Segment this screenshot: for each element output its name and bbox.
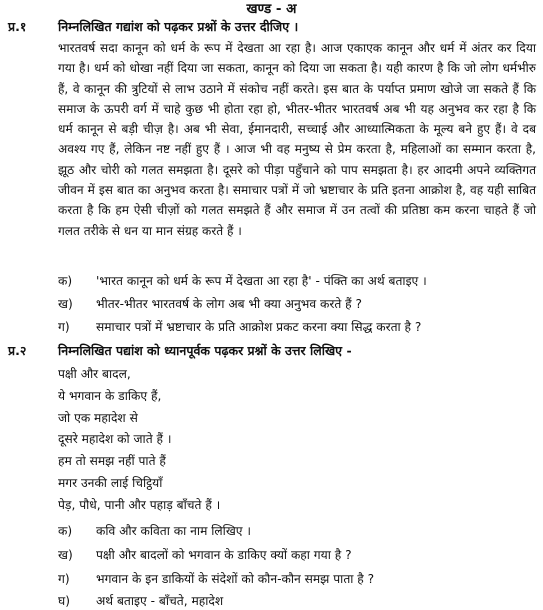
q1-passage: भारतवर्ष सदा कानून को धर्म के रूप में देखता आ रहा है। आज एकाएक कानून और धर्म में अंतर कर दिया गया है। धर्म को धोखा नहीं दिया जा सकता, कानून को दिया जा सकता है। यही कारण है कि जो लोग धर्मभीरु हैं, वे कानून की त्रुटियों से लाभ उठाने में संकोच नहीं करते। इस बात के पर्याप्त प्रमाण खोजे जा सकते हैं कि समाज के ऊपरी वर्ग में चाहे कुछ भी होता रहा हो, भीतर-भीतर भारतवर्ष अब भी यह अनुभव कर रहा है कि धर्म कानून से बड़ी चीज़ है। अब भी सेवा, ईमानदारी, सच्चाई और आध्यात्मिकता के मूल्य बने हुए हैं। वे दब अवश्य गए हैं, लेकिन नष्ट नहीं हुए हैं । आज भी वह मनुष्य से प्रेम करता है, महिलाओं का सम्मान करता है, झूठ और चोरी को गलत समझता है। दूसरे को पीड़ा पहुँचाने को पाप समझता है। हर आदमी अपने व्यक्तिगत जीवन में इस बात का अनुभव करता है। समाचार पत्रों में जो भ्रष्टाचार के प्रति इतना आक्रोश है, वह यही साबित करता है कि हम ऐसी चीज़ों को गलत समझते हैं और समाज में उन तत्वों की प्रतिष्ठा कम करना चाहते हैं जो गलत तरीके से धन या मान संग्रह करते हैं । bbox=[58, 41, 536, 238]
subquestion-text: 'भारत कानून को धर्म के रूप में देखता आ रहा है' - पंक्ति का अर्थ बताइए । bbox=[96, 274, 427, 288]
subquestion-text: कवि और कविता का नाम लिखिए । bbox=[96, 524, 252, 538]
poem-line: पक्षी और बादल, bbox=[58, 367, 131, 381]
poem-line: मगर उनकी लाई चिट्ठियाँ bbox=[58, 475, 163, 490]
subquestion-label: ग) bbox=[58, 320, 70, 334]
subquestion-text: पक्षी और बादलों को भगवान के डाकिए क्यों कहा गया है ? bbox=[96, 548, 352, 562]
q1-number: प्र.१ bbox=[8, 19, 27, 34]
subquestion-text: समाचार पत्रों में भ्रष्टाचार के प्रति आक्रोश प्रकट करना क्या सिद्ध करता है ? bbox=[96, 320, 422, 334]
q1-heading: निम्नलिखित गद्यांश को पढ़कर प्रश्नों के उत्तर दीजिए । bbox=[58, 19, 299, 34]
subquestion-text: भीतर-भीतर भारतवर्ष के लोग अब भी क्या अनुभव करते हैं ? bbox=[96, 297, 362, 311]
poem-line: जो एक महादेश से bbox=[58, 410, 138, 425]
subquestion-label: ख) bbox=[58, 297, 73, 311]
poem-line: हम तो समझ नहीं पाते हैं bbox=[58, 454, 166, 469]
q2-number: प्र.२ bbox=[8, 343, 27, 358]
poem-line: पेड़, पौधे, पानी और पहाड़ बाँचते हैं । bbox=[58, 497, 221, 512]
subquestion-label: क) bbox=[58, 524, 73, 538]
q2-heading: निम्नलिखित पद्यांश को ध्यानपूर्वक पढ़कर प्रश्नों के उत्तर लिखिए - bbox=[58, 343, 352, 358]
poem-line: ये भगवान के डाकिए हैं, bbox=[58, 388, 162, 403]
poem-line: दूसरे महादेश को जाते हैं । bbox=[58, 432, 172, 447]
subquestion-text: भगवान के इन डाकियों के संदेशों को कौन-कौन समझ पाता है ? bbox=[96, 572, 375, 586]
subquestion-text: अर्थ बताइए - बाँचते, महादेश bbox=[96, 594, 224, 608]
subquestion-label: क) bbox=[58, 274, 73, 288]
subquestion-label: ग) bbox=[58, 572, 70, 586]
section-title: खण्ड - अ bbox=[246, 1, 297, 17]
q2-poem bbox=[58, 365, 220, 518]
subquestion-label: ख) bbox=[58, 548, 73, 562]
subquestion-label: घ) bbox=[58, 594, 70, 608]
